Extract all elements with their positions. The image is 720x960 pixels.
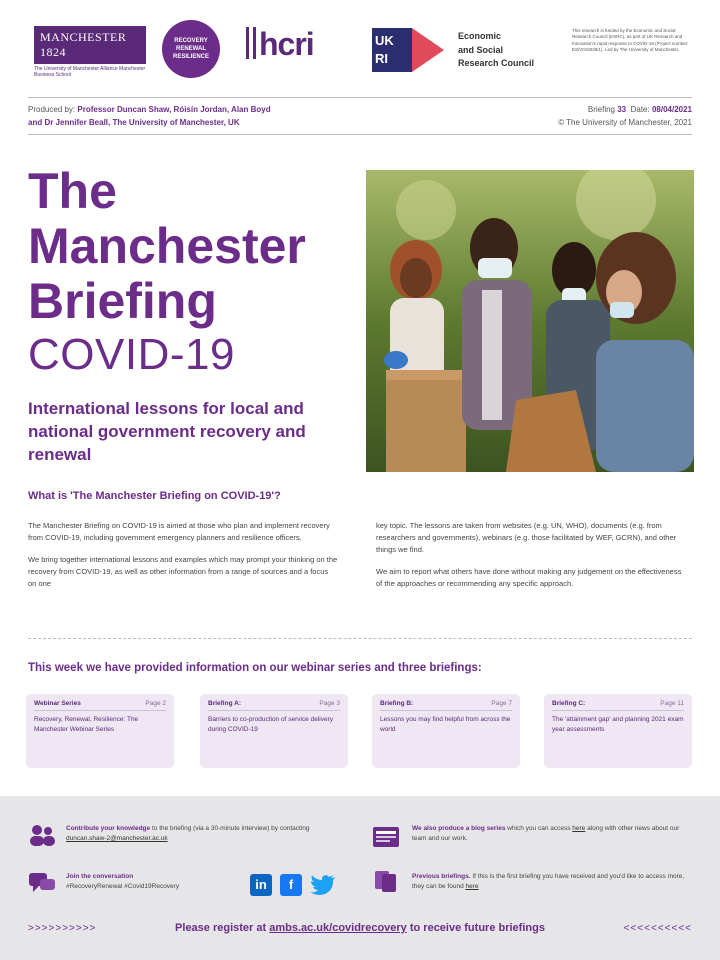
section-divider (28, 638, 692, 639)
register-text (175, 922, 545, 934)
title-line: Manchester (28, 218, 306, 274)
people-icon (28, 824, 56, 846)
intro-paragraph: key topic. The lessons are taken from websites (e.g. UN, WHO), documents (e.g. from researchers and governments), webinars (e.g. those facilitated by WEF, GCRN), and other things we find. (376, 521, 677, 554)
register-suffix: to receive future briefings (406, 922, 545, 934)
linkedin-icon[interactable]: in (250, 874, 272, 896)
volunteers-illustration (366, 170, 694, 472)
card-briefing-c[interactable] (544, 694, 692, 768)
card-label: Briefing A: (208, 700, 241, 707)
register-link[interactable]: ambs.ac.uk/covidrecovery (269, 922, 407, 934)
recovery-renewal-logo: RECOVERY RENEWAL RESILIENCE (162, 20, 220, 78)
card-label: Briefing C: (552, 700, 586, 707)
author-names: Professor Duncan Shaw, Róisín Jordan, Alan Boyd (77, 105, 271, 114)
intro-column-right (376, 520, 686, 600)
previous-bold: Previous briefings. (412, 873, 471, 880)
intro-paragraph: The Manchester Briefing on COVID-19 is aimed at those who plan and implement recovery from COVID-19, including government emergency planners and resilience officers. (28, 521, 330, 542)
manchester-logo-text: MANCHESTER 1824 (34, 26, 146, 64)
card-label: Webinar Series (34, 700, 81, 707)
hcri-bars-icon (246, 27, 256, 59)
manchester-logo (34, 26, 146, 80)
join-hashtags: #RecoveryRenewal #Covid19Recovery (66, 883, 180, 891)
what-is-heading: What is 'The Manchester Briefing on COVID-19'? (28, 490, 281, 502)
chat-icon (28, 872, 56, 894)
produced-by-label: Produced by: (28, 105, 76, 114)
briefing-cards (26, 694, 696, 768)
card-label: Briefing B: (380, 700, 414, 707)
hcri-logo-text: hcri (259, 26, 314, 62)
card-briefing-a[interactable] (200, 694, 348, 768)
week-heading: This week we have provided information on our webinar series and three briefings: (28, 662, 482, 674)
card-body: Barriers to co-production of service delivery during COVID-19 (208, 716, 333, 733)
esrc-line: Research Council (458, 58, 535, 68)
ukri-logo-text: UK RI (372, 28, 412, 72)
card-header (380, 700, 512, 711)
card-page: Page 2 (145, 700, 166, 707)
card-page: Page 11 (660, 700, 684, 707)
contribute-desc: to the briefing (via a 30-minute interview) by contacting (150, 825, 310, 832)
esrc-line: and Social (458, 44, 504, 55)
register-banner (28, 922, 692, 934)
card-page: Page 3 (319, 700, 340, 707)
twitter-icon[interactable] (310, 874, 336, 896)
title-line: Briefing (28, 273, 217, 329)
subheader-divider (28, 134, 692, 135)
intro-column-left (28, 520, 338, 600)
funder-note: This research is funded by the Economic and Social Research Council (ESRC), as part of UK Research and Innovation's rapid response to COVID-19 (Project number: ES/V015028/1). Led by The University of Manchester. (572, 28, 689, 52)
volunteers-photo (366, 170, 694, 472)
page-title (28, 164, 368, 329)
title-line: The (28, 163, 117, 219)
esrc-name (458, 30, 534, 71)
produced-by (28, 104, 368, 130)
intro-paragraph: We bring together international lessons and examples which may prompt your thinking on the recovery from COVID-19, as well as other information from a range of sources and a focus on one (28, 555, 338, 588)
blog-here-link[interactable]: here (572, 825, 586, 832)
briefing-label: Briefing (587, 105, 615, 114)
contribute-bold: Contribute your knowledge (66, 825, 151, 832)
register-arrows-left: >>>>>>>>>> (28, 922, 97, 934)
blog-bold: We also produce a blog series (412, 825, 506, 832)
blog-text (412, 824, 692, 845)
card-header (208, 700, 340, 711)
esrc-line: Economic (458, 31, 502, 41)
contribute-email-link[interactable]: duncan.shaw-2@manchester.ac.uk (66, 835, 168, 843)
hcri-logo (246, 26, 314, 63)
contribute-text (66, 824, 336, 845)
blog-icon (372, 826, 400, 848)
briefing-info (558, 104, 692, 130)
header-logos (28, 18, 692, 88)
card-webinar-series[interactable] (26, 694, 174, 768)
author-names-cont: and Dr Jennifer Beall, The University of Manchester, UK (28, 117, 240, 127)
previous-briefings-text (412, 872, 692, 893)
previous-desc: If this is the first briefing you have received and you'd like to access more, they can be found (412, 873, 685, 891)
covid-title: COVID-19 (28, 330, 235, 379)
blog-desc-cont: along with other news about our team and our work. (412, 825, 680, 843)
previous-here-link[interactable]: here (465, 883, 479, 891)
card-body: Recovery, Renewal, Resilience: The Manchester Webinar Series (34, 716, 139, 733)
card-body: The 'attainment gap' and planning 2021 exam year assessments (552, 716, 684, 733)
card-header (552, 700, 684, 711)
documents-icon (372, 870, 400, 892)
header-divider (28, 97, 692, 98)
card-body: Lessons you may find helpful from across the world (380, 716, 511, 733)
join-bold: Join the conversation (66, 873, 134, 880)
footer (0, 796, 720, 960)
join-text (66, 872, 246, 893)
card-briefing-b[interactable] (372, 694, 520, 768)
intro-paragraph: We aim to report what others have done without making any judgement on the effectiveness of the approaches or recommending any specific approach. (376, 567, 682, 588)
card-header (34, 700, 166, 711)
card-page: Page 7 (491, 700, 512, 707)
briefing-number: 33 (617, 105, 627, 114)
ukri-logo (372, 28, 444, 72)
register-arrows-right: <<<<<<<<<< (623, 922, 692, 934)
briefing-date: 08/04/2021 (651, 105, 692, 114)
facebook-icon[interactable]: f (280, 874, 302, 896)
blog-desc: which you can access (505, 825, 573, 832)
manchester-logo-subtext: The University of Manchester Alliance Manchester Business School (34, 66, 146, 78)
date-label: Date: (630, 105, 650, 114)
ukri-triangle-icon (412, 28, 444, 72)
page-subtitle: International lessons for local and national government recovery and renewal (28, 399, 306, 464)
copyright: © The University of Manchester, 2021 (558, 117, 692, 127)
register-prefix: Please register at (175, 922, 270, 934)
social-links (250, 874, 336, 896)
